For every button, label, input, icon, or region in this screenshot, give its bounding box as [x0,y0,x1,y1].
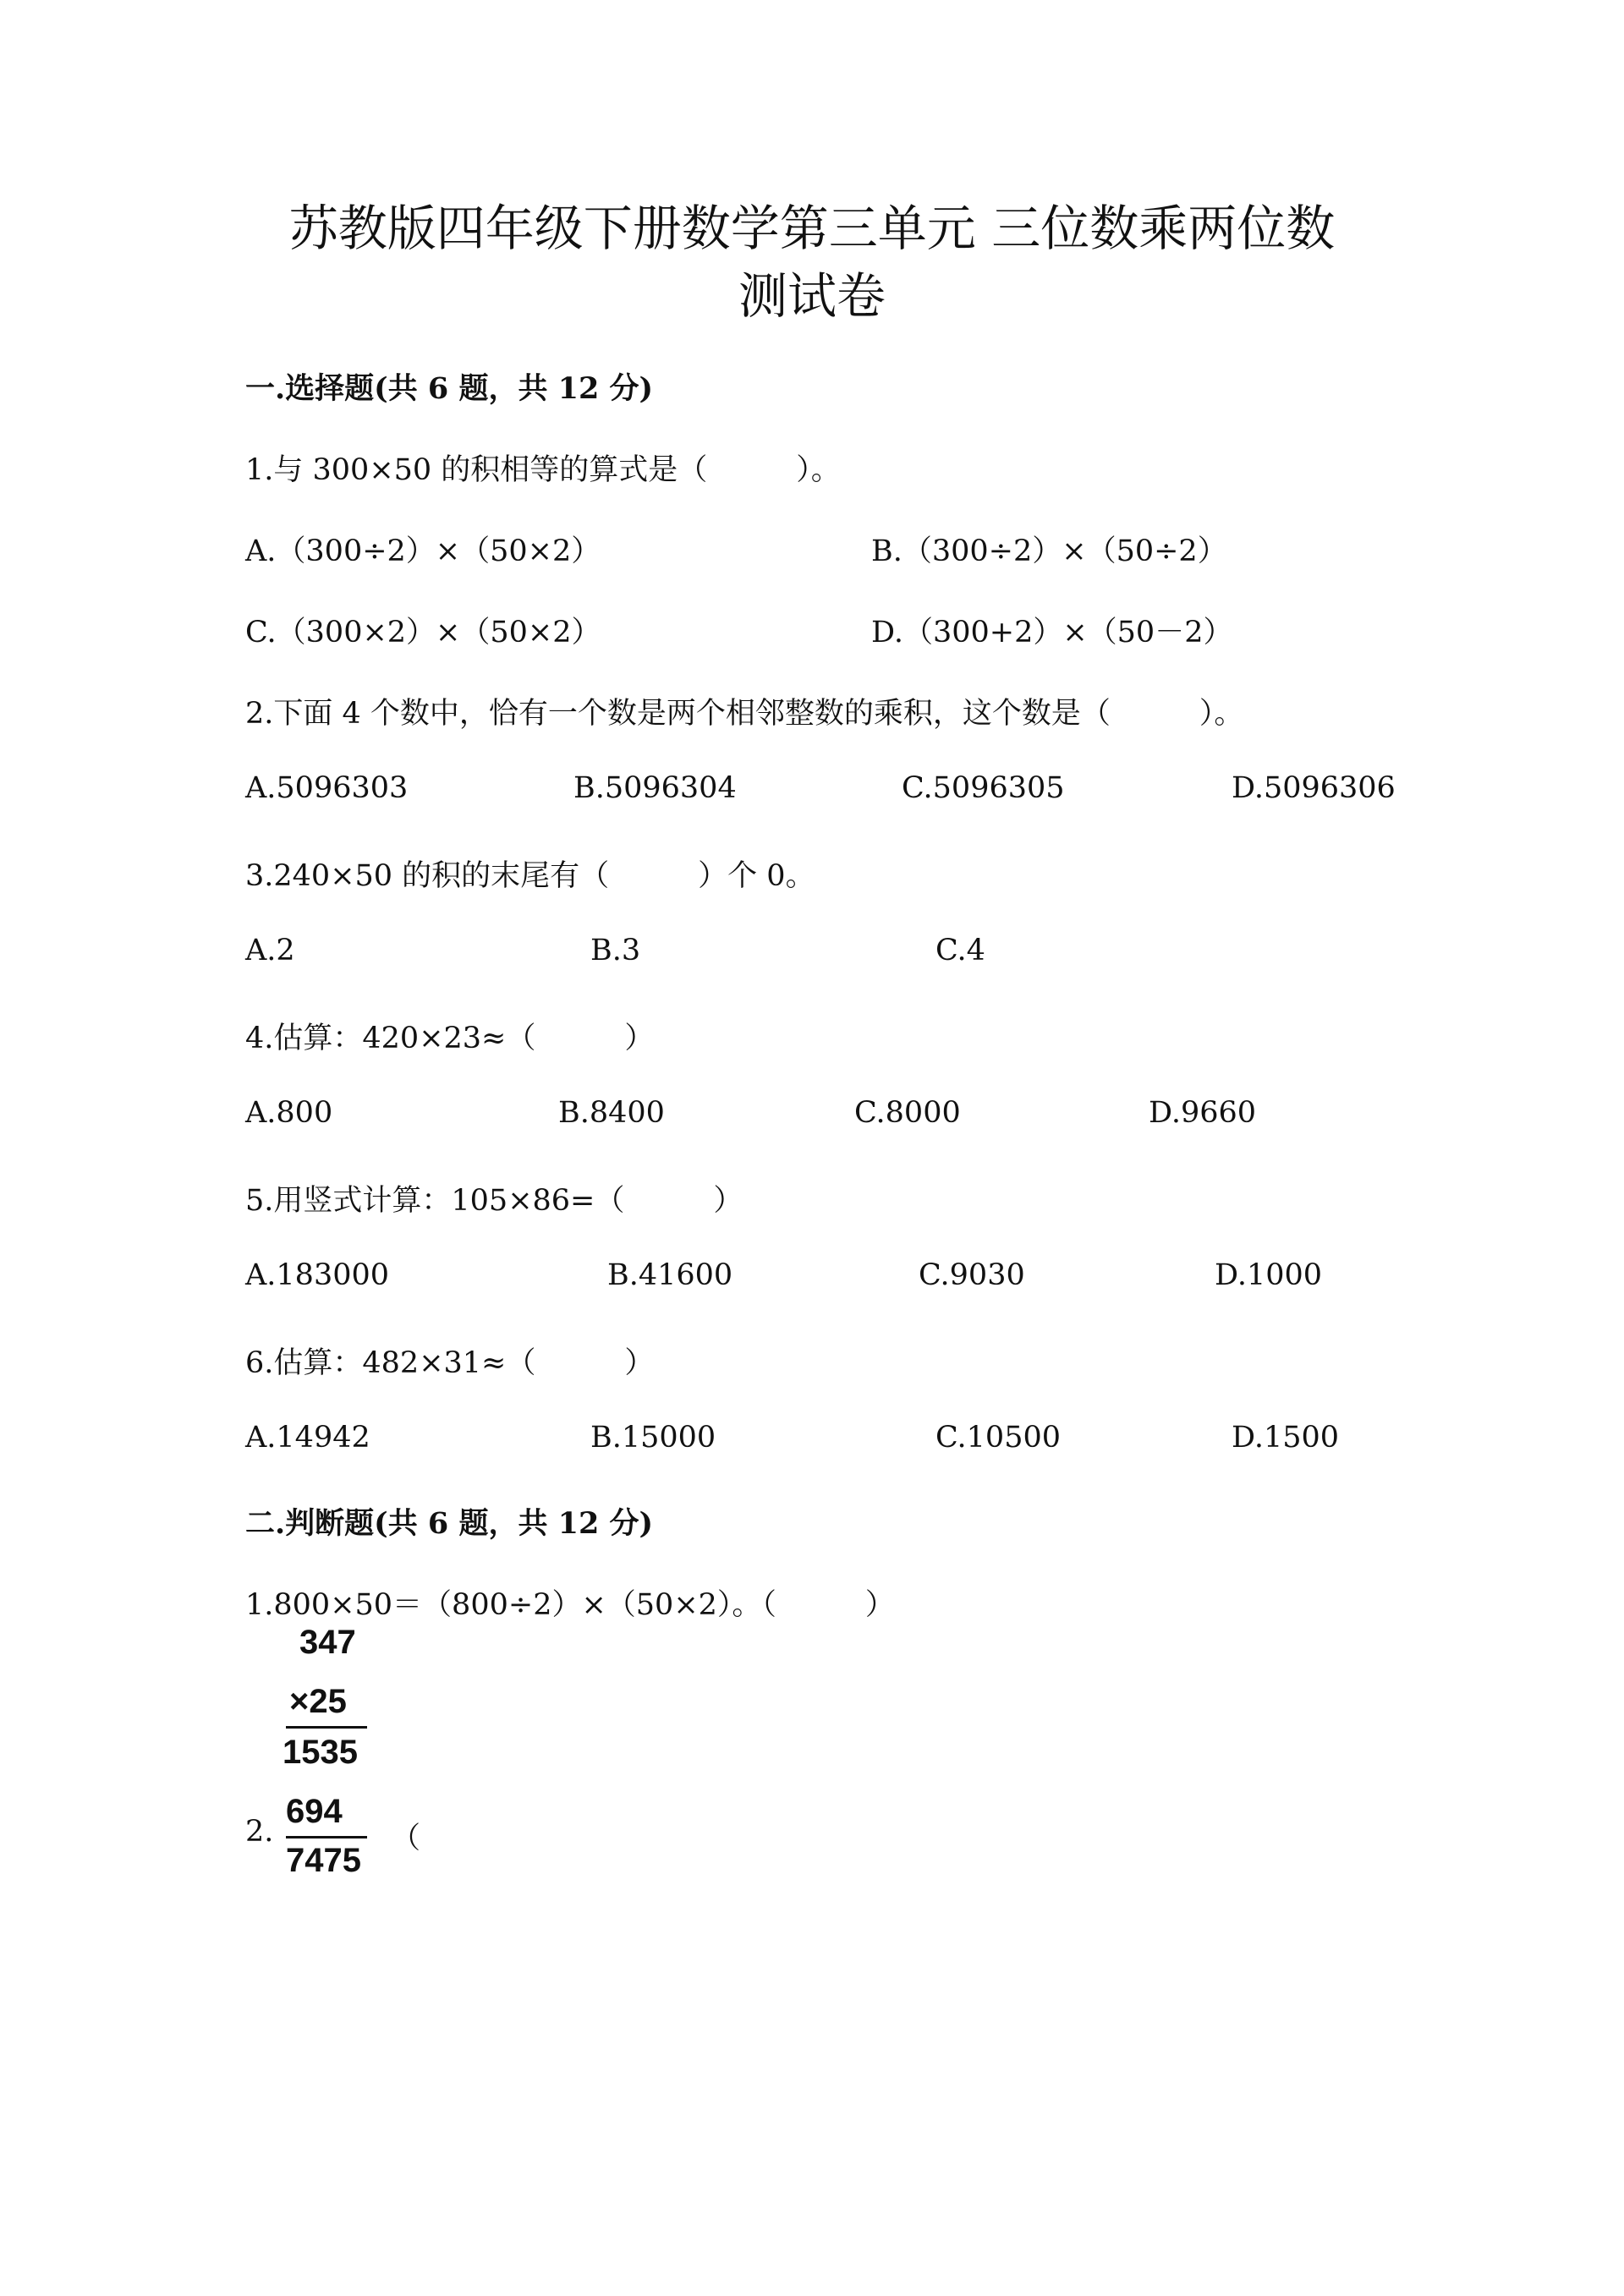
question-2-option-c: C.5096305 [902,771,1065,805]
question-1-option-c: C.（300×2）×（50×2） [245,616,601,649]
multiplicand: 347 [299,1624,356,1661]
multiplication-result: 7475 [286,1842,361,1879]
judgement-question-1: 1.800×50＝（800÷2）×（50×2）。（ ） [245,1588,895,1622]
question-6-stem: 6.估算：482×31≈（ ） [245,1346,655,1380]
question-4-option-c: C.8000 [854,1096,961,1130]
question-6-option-b: B.15000 [590,1421,716,1455]
question-5-option-d: D.1000 [1215,1258,1323,1292]
multiplication-rule-1 [286,1726,367,1729]
partial-product-2: 694 [286,1793,343,1830]
question-5-option-b: B.41600 [607,1258,733,1292]
multiplier: ×25 [289,1683,347,1720]
question-2-option-d: D.5096306 [1232,771,1396,805]
multiplication-rule-2 [286,1836,367,1838]
page-title-line-1: 苏教版四年级下册数学第三单元 三位数乘两位数 [288,200,1336,257]
question-2-option-b: B.5096304 [573,771,737,805]
judgement-question-2-number: 2. [245,1815,274,1849]
page-title-line-2: 测试卷 [738,267,886,325]
question-1-option-a: A.（300÷2）×（50×2） [245,534,601,568]
question-5-stem: 5.用竖式计算：105×86=（ ） [245,1184,743,1218]
question-3-stem: 3.240×50 的积的末尾有（ ）个 0。 [245,859,815,893]
question-3-option-a: A.2 [245,934,295,967]
question-4-stem: 4.估算：420×23≈（ ） [245,1022,655,1055]
question-1-stem: 1.与 300×50 的积相等的算式是（ ）。 [245,453,841,487]
judgement-question-2-paren: （ [391,1822,421,1855]
question-4-option-a: A.800 [245,1096,333,1130]
question-1-option-b: B.（300÷2）×（50÷2） [871,534,1227,568]
section-heading-judgement: 二.判断题(共 6 题，共 12 分) [245,1506,654,1541]
question-3-option-b: B.3 [590,934,641,967]
question-4-option-d: D.9660 [1149,1096,1257,1130]
question-2-stem: 2.下面 4 个数中，恰有一个数是两个相邻整数的乘积，这个数是（ ）。 [245,697,1244,731]
section-heading-choice: 一.选择题(共 6 题，共 12 分) [245,371,654,406]
question-6-option-a: A.14942 [245,1421,370,1455]
question-2-option-a: A.5096303 [245,771,409,805]
question-1-option-d: D.（300+2）×（50－2） [871,616,1233,649]
question-5-option-a: A.183000 [245,1258,390,1292]
question-5-option-c: C.9030 [919,1258,1025,1292]
question-3-option-c: C.4 [935,934,985,967]
partial-product-1: 1535 [283,1734,358,1771]
question-4-option-b: B.8400 [558,1096,665,1130]
question-6-option-d: D.1500 [1232,1421,1340,1455]
question-6-option-c: C.10500 [935,1421,1061,1455]
